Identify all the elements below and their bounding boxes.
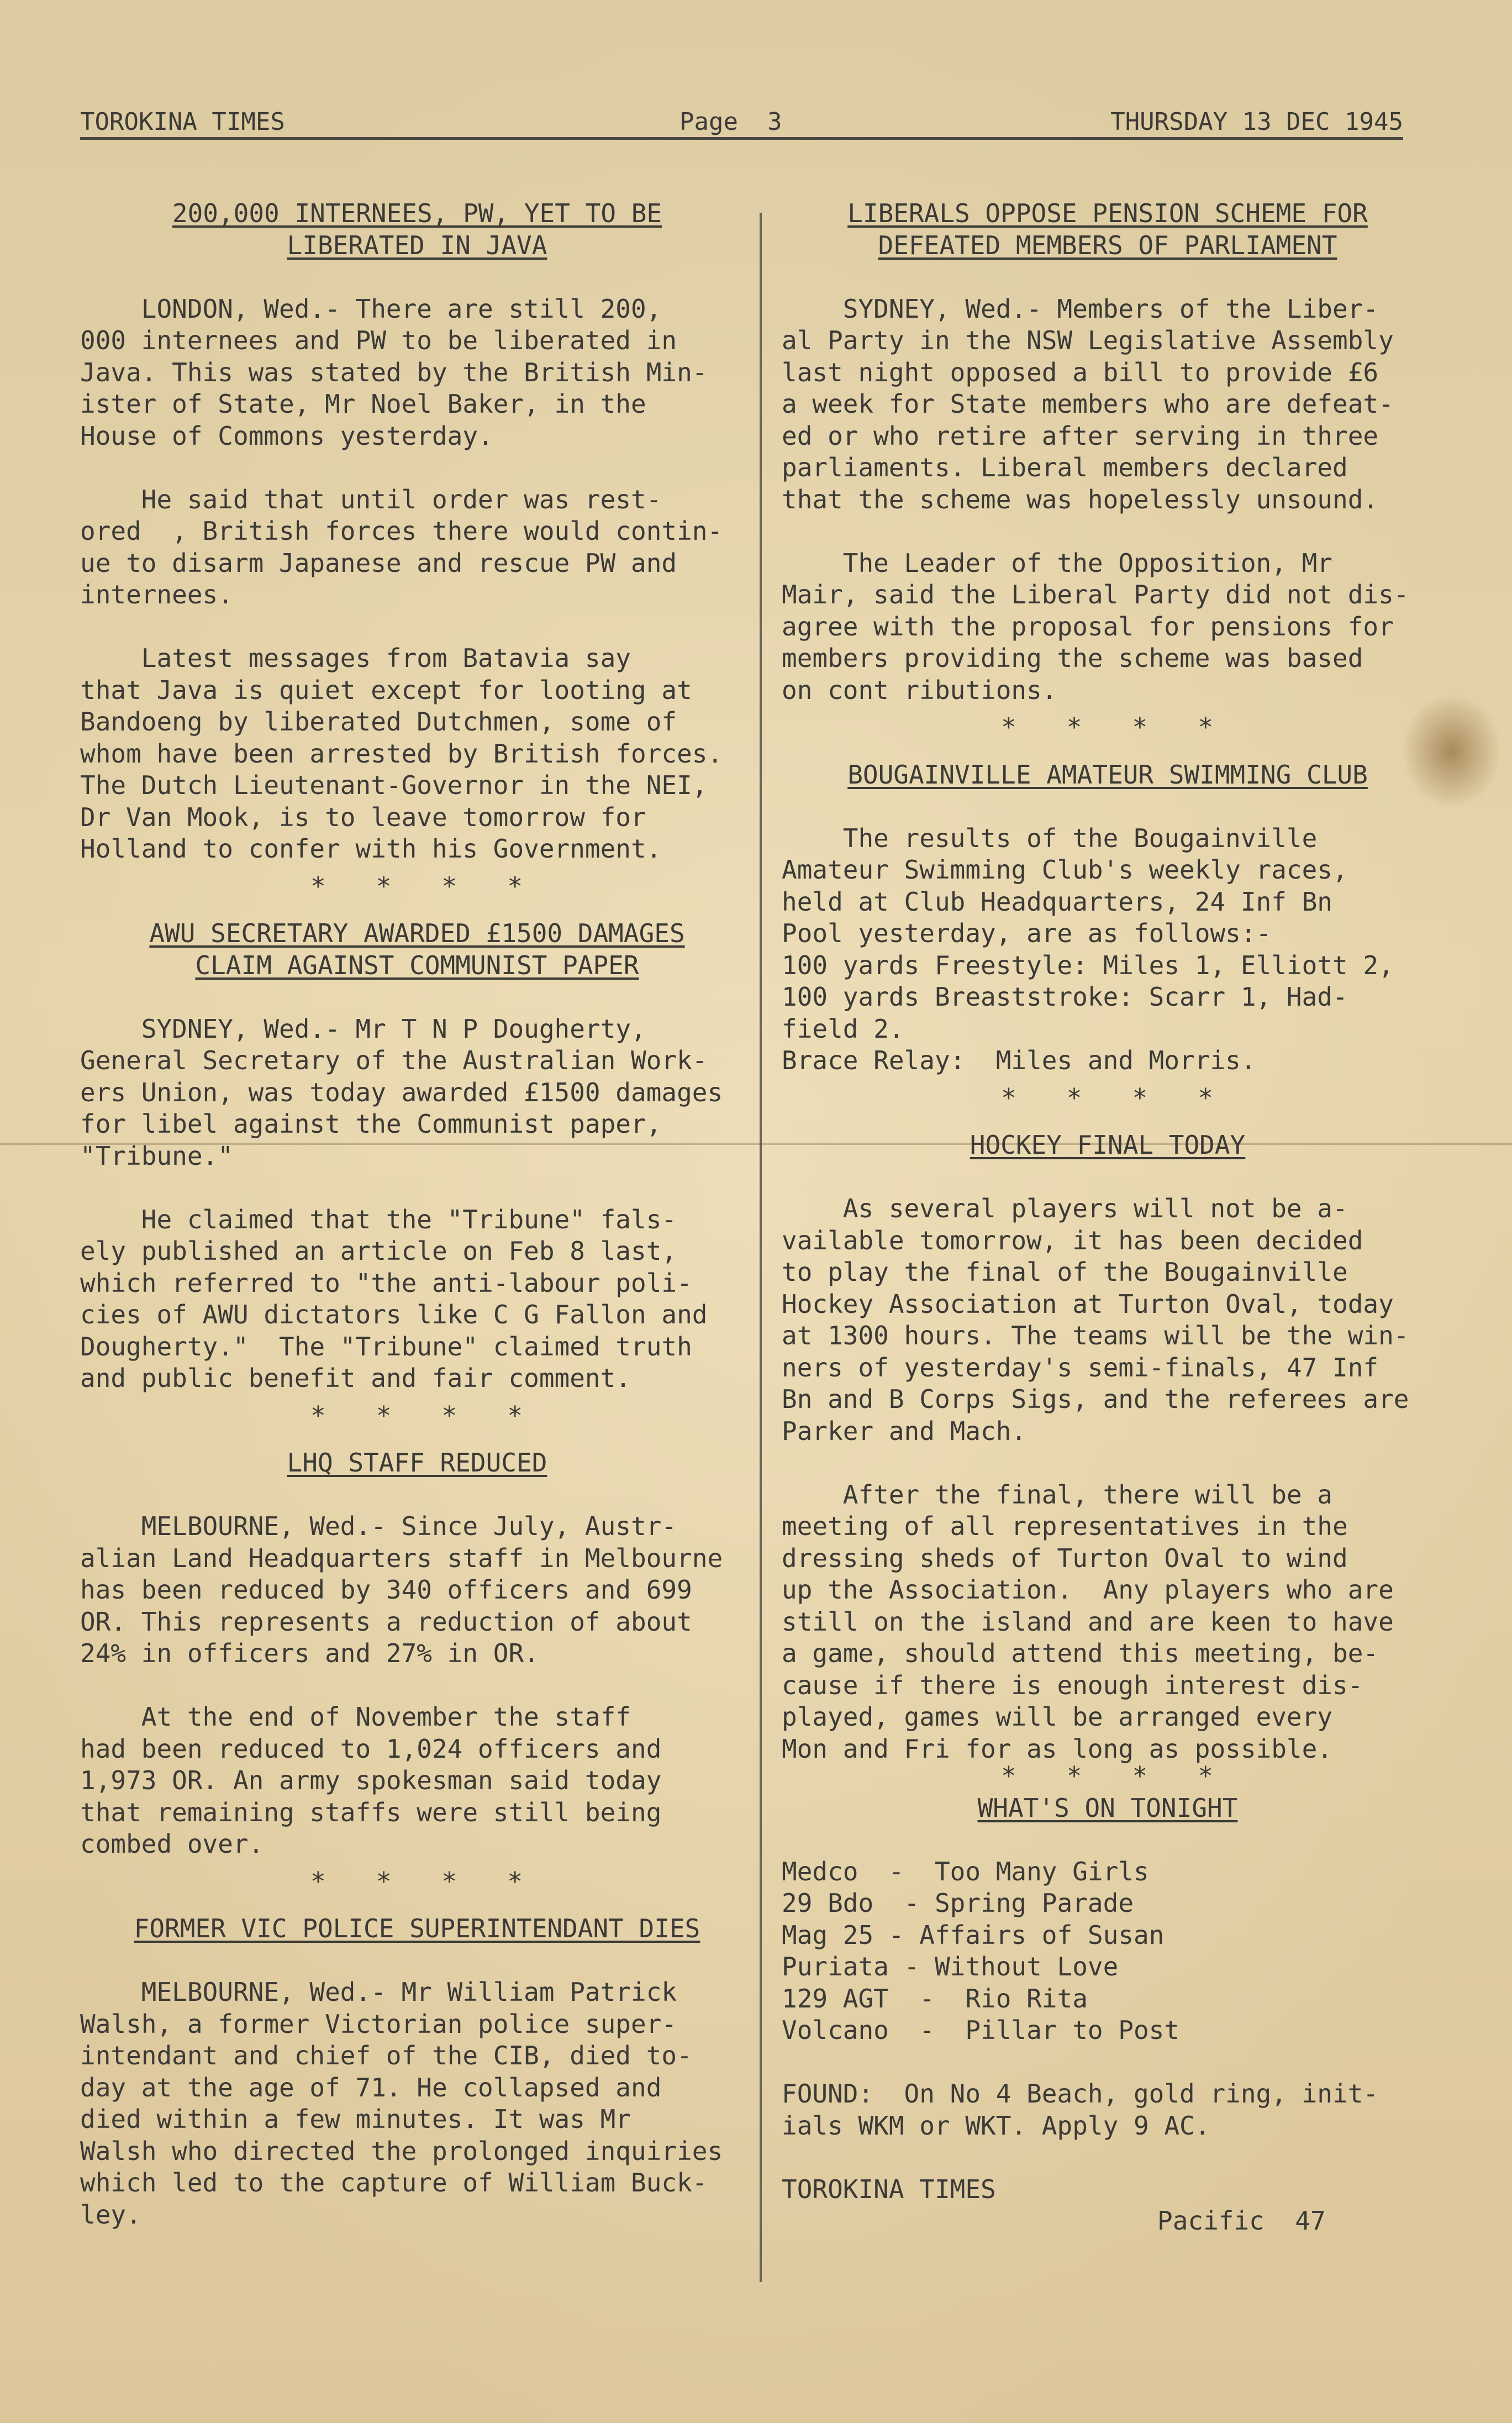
article-paragraph: He claimed that the "Tribune" fals- ely published an article on Feb 8 last, which referred to "the anti-labour poli- cies of AWU dictators like C G Fallon and Dougherty." The "Tribune" claimed truth and public benefit and fair comment.: [80, 1204, 708, 1393]
film-listings: Medco - Too Many Girls 29 Bdo - Spring Parade Mag 25 - Affairs of Susan Puriata - Without Love 129 AGT - Rio Rita Volcano - Pillar to Post: [782, 1856, 1180, 2045]
headline-liberals-pension: LIBERALS OPPOSE PENSION SCHEME FOR DEFEATED MEMBERS OF PARLIAMENT: [847, 198, 1368, 260]
article-paragraph: The results of the Bougainville Amateur Swimming Club's weekly races, held at Club Headquarters, 24 Inf Bn Pool yesterday, are as follows:- 100 yards Freestyle: Miles 1, Elliott 2, 100 yards Breaststroke: Scarr 1, Had- field 2. Brace Relay: Miles and Morris.: [782, 823, 1394, 1075]
section-separator: * * * *: [1000, 1082, 1215, 1113]
headline-police-superintendant: FORMER VIC POLICE SUPERINTENDANT DIES: [134, 1914, 700, 1943]
headline-swimming-club: BOUGAINVILLE AMATEUR SWIMMING CLUB: [847, 759, 1368, 790]
headline-hockey-final: HOCKEY FINAL TODAY: [970, 1130, 1246, 1160]
article-paragraph: As several players will not be a- vailable tomorrow, it has been decided to play the final of the Bougainville Hockey Association at Turton Oval, today at 1300 hours. The teams will be the win- ners of yesterday's semi-finals, 47 Inf Bn and B Corps Sigs, and the referees are Parker and Mach.: [782, 1194, 1409, 1446]
article-paragraph: The Leader of the Opposition, Mr Mair, said the Liberal Party did not dis- agree with the proposal for pensions for members providing the scheme was based on cont ributions.: [782, 548, 1409, 705]
headline-lhq-staff: LHQ STAFF REDUCED: [287, 1448, 547, 1478]
article-paragraph: MELBOURNE, Wed.- Since July, Austr- alian Land Headquarters staff in Melbourne has been reduced by 340 officers and 699 OR. This represents a reduction of about 24% in officers and 27% in OR.: [80, 1511, 723, 1668]
article-paragraph: After the final, there will be a meeting of all representatives in the dressing sheds of Turton Oval to wind up the Association. Any players who are still on the island and are keen to have a game, should attend this meeting, be- cause if there is enough interest dis- played, games will be arranged every Mon and Fri for as long as possible.: [782, 1479, 1394, 1764]
headline-awu-damages: AWU SECRETARY AWARDED £1500 DAMAGES CLAIM AGAINST COMMUNIST PAPER: [149, 918, 685, 980]
publication-name: TOROKINA TIMES: [80, 108, 285, 136]
right-column: [782, 198, 1434, 2237]
column-divider: [760, 213, 762, 2282]
headline-java-internees: 200,000 INTERNEES, PW, YET TO BE LIBERATED IN JAVA: [172, 198, 662, 260]
section-separator: * * * *: [1000, 712, 1215, 742]
signoff: TOROKINA TIMES: [782, 2174, 996, 2204]
article-paragraph: At the end of November the staff had been reduced to 1,024 officers and 1,973 OR. An army spokesman said today that remaining staffs were still being combed over.: [80, 1702, 662, 1859]
pacific-number: Pacific 47: [1157, 2206, 1326, 2236]
article-paragraph: LONDON, Wed.- There are still 200, 000 internees and PW to be liberated in Java. This was stated by the British Min- ister of State, Mr Noel Baker, in the House of Commons yesterday.: [80, 293, 708, 451]
section-separator: * * * *: [310, 1400, 524, 1431]
section-separator: * * * *: [1000, 1761, 1215, 1791]
left-column: [80, 198, 754, 2263]
article-paragraph: SYDNEY, Wed.- Members of the Liber- al Party in the NSW Legislative Assembly last night opposed a bill to provide £6 a week for State members who are defeat- ed or who retire after serving in three parliaments. Liberal members declared that the scheme was hopelessly unsound.: [782, 293, 1394, 514]
section-separator: * * * *: [310, 1866, 524, 1896]
found-notice: FOUND: On No 4 Beach, gold ring, init- ials WKM or WKT. Apply 9 AC.: [782, 2079, 1379, 2141]
page-header: [80, 101, 1403, 140]
article-paragraph: SYDNEY, Wed.- Mr T N P Dougherty, General Secretary of the Australian Work- ers Union, was today awarded £1500 damages for libel against the Communist paper, "Tribune.": [80, 1013, 723, 1171]
article-paragraph: He said that until order was rest- ored , British forces there would contin- ue to disarm Japanese and rescue PW and internees.: [80, 484, 723, 609]
issue-date: THURSDAY 13 DEC 1945: [1110, 108, 1403, 136]
page-number: Page 3: [679, 108, 782, 136]
section-separator: * * * *: [310, 871, 524, 901]
article-paragraph: MELBOURNE, Wed.- Mr William Patrick Walsh, a former Victorian police super- intendant and chief of the CIB, died to- day at the age of 71. He collapsed and died within a few minutes. It was Mr Walsh who directed the prolonged inquiries which led to the capture of William Buck- ley.: [80, 1977, 723, 2230]
headline-whats-on: WHAT'S ON TONIGHT: [977, 1793, 1238, 1823]
article-paragraph: Latest messages from Batavia say that Java is quiet except for looting at Bandoeng by liberated Dutchmen, some of whom have been arrested by British forces. The Dutch Lieutenant-Governor in the NEI, Dr Van Mook, is to leave tomorrow for Holland to confer with his Government.: [80, 643, 723, 864]
